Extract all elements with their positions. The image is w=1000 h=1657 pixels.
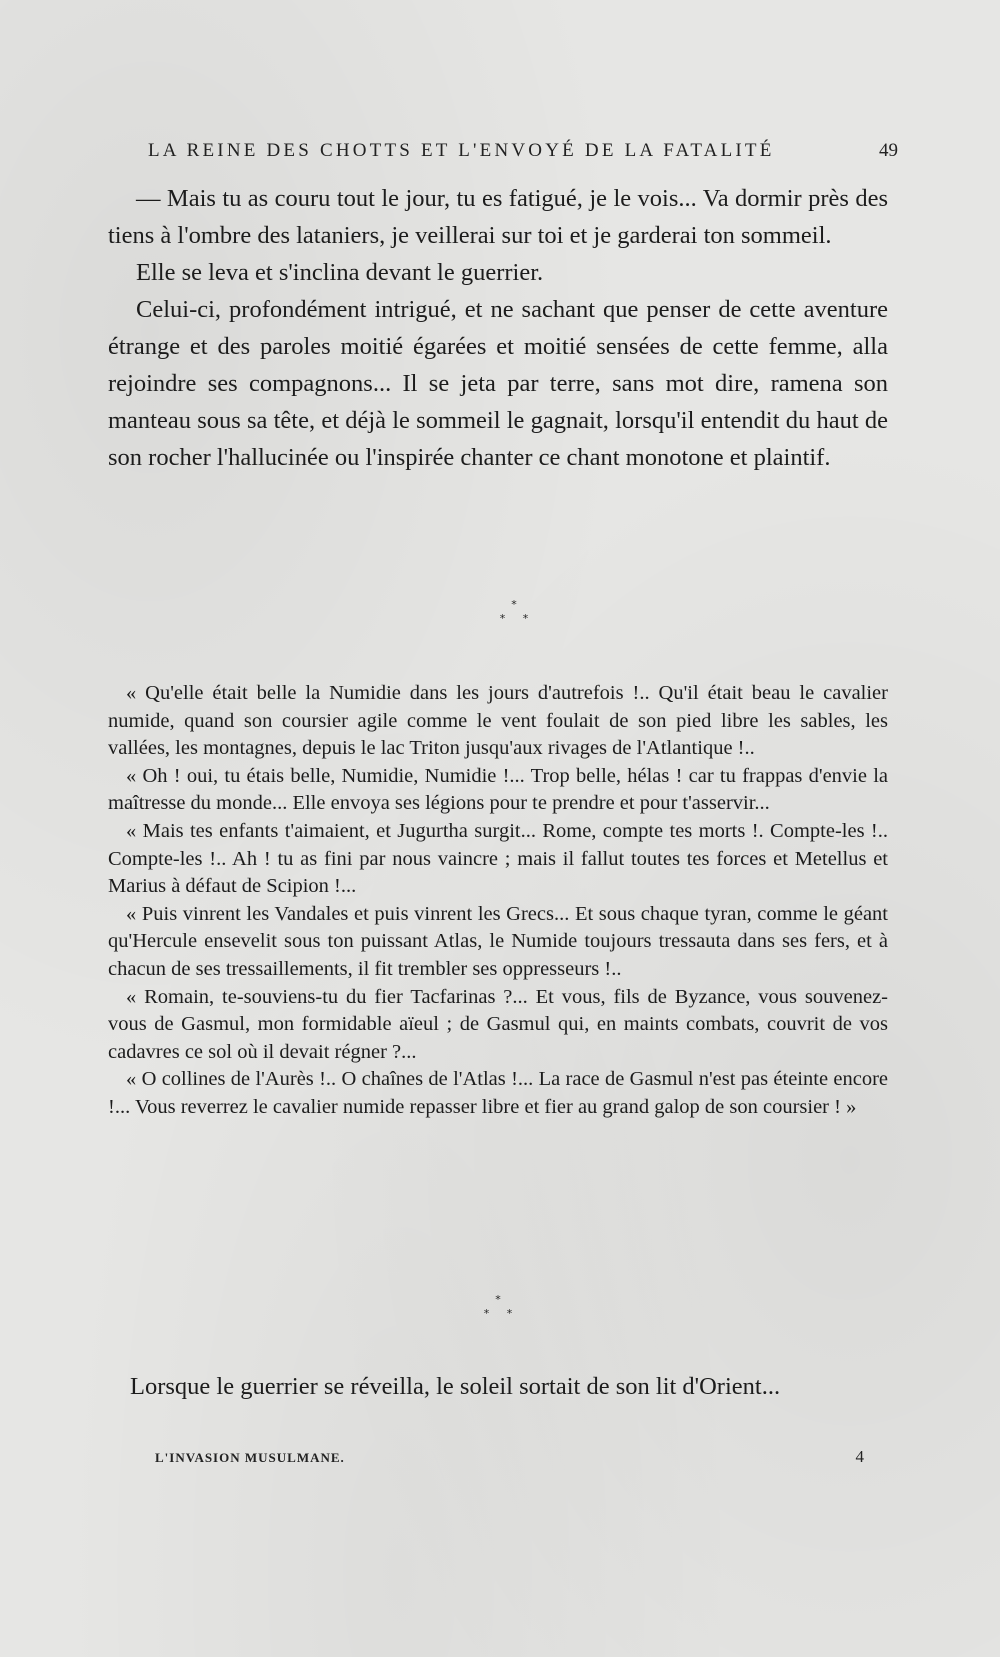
asterism-top: *	[495, 1293, 501, 1306]
asterism-bottom: * *	[483, 1307, 520, 1320]
signature-footer	[155, 1447, 865, 1467]
paragraph: Elle se leva et s'inclina devant le guerrier.	[136, 259, 544, 286]
song-block	[108, 680, 888, 1122]
asterism-separator	[468, 1293, 528, 1321]
running-title: LA REINE DES CHOTTS ET L'ENVOYÉ DE LA FATALITÉ	[148, 140, 775, 161]
prose-block	[108, 180, 888, 476]
asterism-top: *	[511, 598, 517, 611]
song-stanza: « Mais tes enfants t'aimaient, et Jugurtha surgit... Rome, compte tes morts !. Compte-les !.. Compte-les !.. Ah ! tu as fini par nous vaincre ; mais il fallut toutes tes forces et Metellus et Marius à défaut de Scipion !...	[108, 819, 888, 898]
closing-paragraph: Lorsque le guerrier se réveilla, le soleil sortait de son lit d'Orient...	[130, 1373, 781, 1400]
signature-mark: 4	[855, 1447, 865, 1466]
closing-block	[108, 1368, 888, 1405]
asterism-separator	[484, 598, 544, 626]
paragraph: Celui-ci, profondément intrigué, et ne sachant que penser de cette aventure étrange et des paroles moitié égarées et moitié sensées de cette femme, alla rejoindre ses compagnons... Il se jeta par terre, sans mot dire, ramena son manteau sous sa tête, et déjà le sommeil le gagnait, lorsqu'il entendit du haut de son rocher l'hallucinée ou l'inspirée chanter ce chant monotone et plaintif.	[108, 296, 888, 471]
page-number: 49	[879, 140, 898, 161]
paragraph: — Mais tu as couru tout le jour, tu es fatigué, je le vois... Va dormir près des tiens à l'ombre des lataniers, je veillerai sur toi et je garderai ton sommeil.	[108, 185, 888, 249]
song-stanza: « Qu'elle était belle la Numidie dans les jours d'autrefois !.. Qu'il était beau le cavalier numide, quand son coursier agile comme le vent foulait de son pied libre les sables, les vallées, les montagnes, depuis le lac Triton jusqu'aux rivages de l'Atlantique !..	[108, 682, 888, 760]
song-stanza: « Puis vinrent les Vandales et puis vinrent les Grecs... Et sous chaque tyran, comme le géant qu'Hercule ensevelit sous ton puissant Atlas, le Numide toujours tressauta dans ses fers, et à chacun de ses tressaillements, il fit trembler ses oppresseurs !..	[108, 902, 888, 980]
signature-title: L'INVASION MUSULMANE.	[155, 1450, 345, 1465]
song-stanza: « Oh ! oui, tu étais belle, Numidie, Numidie !... Trop belle, hélas ! car tu frappas d'envie la maîtresse du monde... Elle envoya ses légions pour te prendre et pour t'asservir...	[108, 764, 888, 815]
running-header	[148, 140, 898, 162]
song-stanza: « O collines de l'Aurès !.. O chaînes de l'Atlas !... La race de Gasmul n'est pas éteinte encore !... Vous reverrez le cavalier numide repasser libre et fier au grand galop de son coursier ! »	[108, 1068, 888, 1118]
asterism-bottom: * *	[499, 612, 536, 625]
song-stanza: « Romain, te-souviens-tu du fier Tacfarinas ?... Et vous, fils de Byzance, vous souvenez-vous de Gasmul, mon formidable aïeul ; de Gasmul qui, en maints combats, couvrit de vos cadavres ce sol où il devait régner ?...	[108, 985, 888, 1063]
